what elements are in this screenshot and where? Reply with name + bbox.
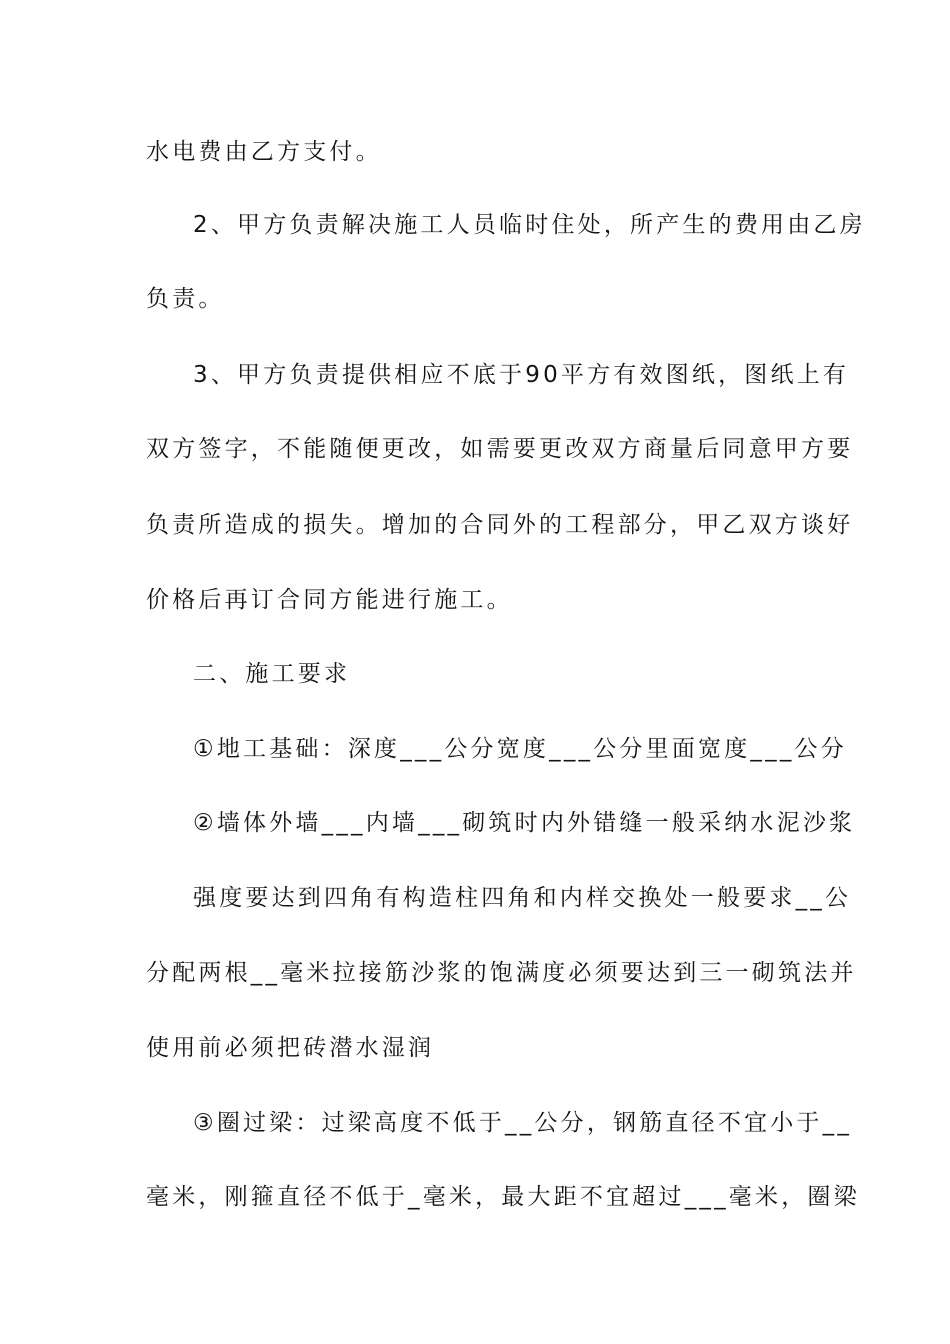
paragraph-line: ③圈过梁：过梁高度不低于__公分，钢筋直径不宜小于__ <box>193 1110 853 1136</box>
paragraph-line: 2、甲方负责解决施工人员临时住处，所产生的费用由乙房 <box>193 212 866 238</box>
paragraph-line: ②墙体外墙___内墙___砌筑时内外错缝一般采纳水泥沙浆 <box>193 810 856 836</box>
paragraph-line: 价格后再订合同方能进行施工。 <box>146 587 513 613</box>
paragraph-line: ①地工基础：深度___公分宽度___公分里面宽度___公分 <box>193 736 847 762</box>
paragraph-line: 负责所造成的损失。增加的合同外的工程部分，甲乙双方谈好 <box>146 512 854 538</box>
paragraph-line: 3、甲方负责提供相应不底于90平方有效图纸，图纸上有 <box>193 362 850 388</box>
paragraph-line: 负责。 <box>146 286 225 312</box>
paragraph-line: 分配两根__毫米拉接筋沙浆的饱满度必须要达到三一砌筑法并 <box>146 960 857 986</box>
paragraph-line: 水电费由乙方支付。 <box>146 139 382 165</box>
paragraph-line: 毫米，刚箍直径不低于_毫米，最大距不宜超过___毫米，圈梁 <box>146 1184 860 1210</box>
paragraph-line: 强度要达到四角有构造柱四角和内样交换处一般要求__公 <box>193 885 852 911</box>
paragraph-line: 使用前必须把砖潜水湿润 <box>146 1035 435 1061</box>
paragraph-line: 双方签字，不能随便更改，如需要更改双方商量后同意甲方要 <box>146 436 854 462</box>
section-heading: 二、施工要求 <box>193 661 351 687</box>
